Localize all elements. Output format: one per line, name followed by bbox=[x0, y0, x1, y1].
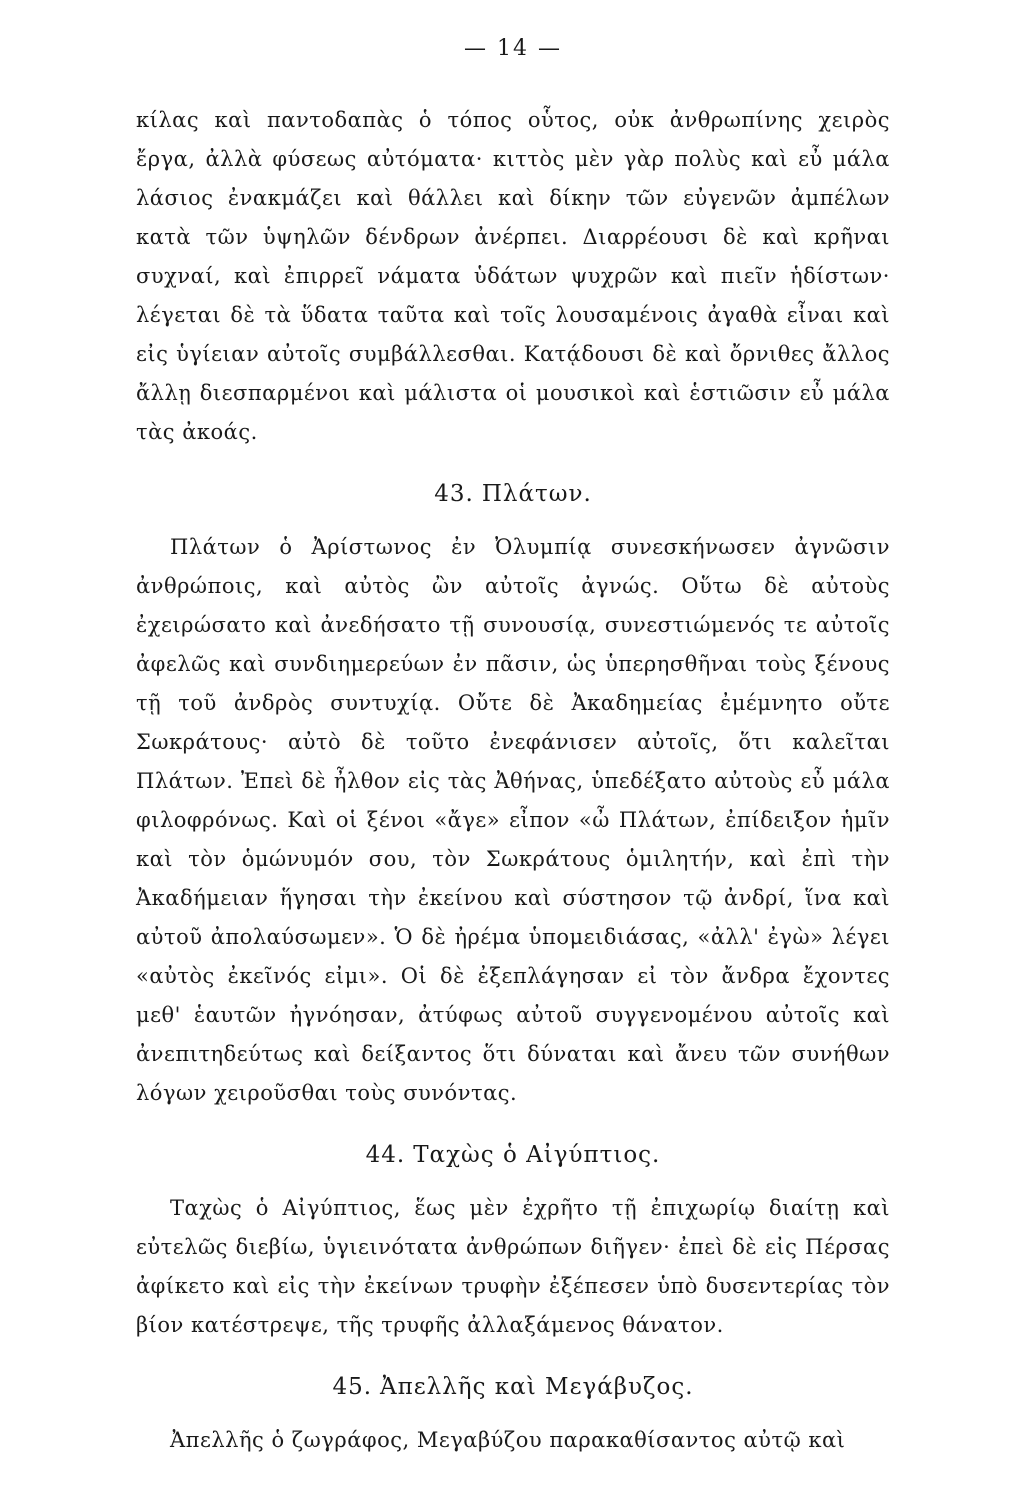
paragraph-45: Ἀπελλῆς ὁ ζωγράφος, Μεγαβύζου παρακαθίσαντος αὐτῷ καὶ bbox=[170, 1428, 846, 1452]
section-title: Ἀπελλῆς καὶ Μεγάβυζος. bbox=[380, 1374, 694, 1400]
page-number: — 14 — bbox=[464, 36, 562, 61]
paragraph-continued: κίλας καὶ παντοδαπὰς ὁ τόπος οὗτος, οὐκ ἀνθρωπίνης χειρὸς ἔργα, ἀλλὰ φύσεως αὐτόματα· κιττὸς μὲν γὰρ πολὺς καὶ εὖ μάλα λάσιος ἐνακμάζει καὶ θάλλει καὶ δίκην τῶν εὐγενῶν ἀμπέλων κατὰ τῶν ὑψηλῶν δένδρων ἀνέρπει. Διαρρέουσι δὲ καὶ κρῆναι συχναί, καὶ ἐπιρρεῖ νάματα ὑδάτων ψυχρῶν καὶ πιεῖν ἡδίστων· λέγεται δὲ τὰ ὕδατα ταῦτα καὶ τοῖς λουσαμένοις ἀγαθὰ εἶναι καὶ εἰς ὑγίειαν αὐτοῖς συμβάλλεσθαι. Κατᾴδουσι δὲ καὶ ὄρνιθες ἄλλος ἄλλῃ διεσπαρμένοι καὶ μάλιστα οἱ μουσικοὶ καὶ ἑστιῶσιν εὖ μάλα τὰς ἀκοάς. bbox=[136, 108, 890, 444]
section-heading-44 bbox=[136, 1139, 890, 1171]
paragraph-43: Πλάτων ὁ Ἀρίστωνος ἐν Ὀλυμπίᾳ συνεσκήνωσεν ἀγνῶσιν ἀνθρώποις, καὶ αὐτὸς ὢν αὐτοῖς ἀγνώς. Οὕτω δὲ αὐτοὺς ἐχειρώσατο καὶ ἀνεδήσατο τῇ συνουσίᾳ, συνεστιώμενός τε αὐτοῖς ἀφελῶς καὶ συνδιημερεύων ἐν πᾶσιν, ὡς ὑπερησθῆναι τοὺς ξένους τῇ τοῦ ἀνδρὸς συντυχίᾳ. Οὔτε δὲ Ἀκαδημείας ἐμέμνητο οὔτε Σωκράτους· αὐτὸ δὲ τοῦτο ἐνεφάνισεν αὐτοῖς, ὅτι καλεῖται Πλάτων. Ἐπεὶ δὲ ἦλθον εἰς τὰς Ἀθήνας, ὑπεδέξατο αὐτοὺς εὖ μάλα φιλοφρόνως. Καὶ οἱ ξένοι «ἄγε» εἶπον «ὦ Πλάτων, ἐπίδειξον ἡμῖν καὶ τὸν ὁμώνυμόν σου, τὸν Σωκράτους ὁμιλητήν, καὶ ἐπὶ τὴν Ἀκαδήμειαν ἥγησαι τὴν ἐκείνου καὶ σύστησον τῷ ἀνδρί, ἵνα καὶ αὐτοῦ ἀπολαύσωμεν». Ὁ δὲ ἠρέμα ὑπομειδιάσας, «ἀλλ' ἐγὼ» λέγει «αὐτὸς ἐκεῖνός εἰμι». Οἱ δὲ ἐξεπλάγησαν εἰ τὸν ἄνδρα ἔχοντες μεθ' ἑαυτῶν ἠγνόησαν, ἀτύφως αὐτοῦ συγγενομένου αὐτοῖς καὶ ἀνεπιτηδεύτως καὶ δείξαντος ὅτι δύναται καὶ ἄνευ τῶν συνήθων λόγων χειροῦσθαι τοὺς συνόντας. bbox=[136, 535, 890, 1105]
paragraph-44: Ταχὼς ὁ Αἰγύπτιος, ἕως μὲν ἐχρῆτο τῇ ἐπιχωρίῳ διαίτῃ καὶ εὐτελῶς διεβίω, ὑγιεινότατα ἀνθρώπων διῆγεν· ἐπεὶ δὲ εἰς Πέρσας ἀφίκετο καὶ εἰς τὴν ἐκείνων τρυφὴν ἐξέπεσεν ὑπὸ δυσεντερίας τὸν βίον κατέστρεψε, τῆς τρυφῆς ἀλλαξάμενος θάνατον. bbox=[136, 1196, 890, 1337]
section-number: 44. bbox=[365, 1142, 406, 1168]
section-title: Πλάτων. bbox=[481, 481, 592, 507]
section-heading-43 bbox=[136, 478, 890, 510]
section-number: 43. bbox=[434, 481, 474, 507]
section-title: Ταχὼς ὁ Αἰγύπτιος. bbox=[413, 1142, 661, 1168]
section-heading-45 bbox=[136, 1371, 890, 1403]
section-number: 45. bbox=[332, 1374, 373, 1400]
